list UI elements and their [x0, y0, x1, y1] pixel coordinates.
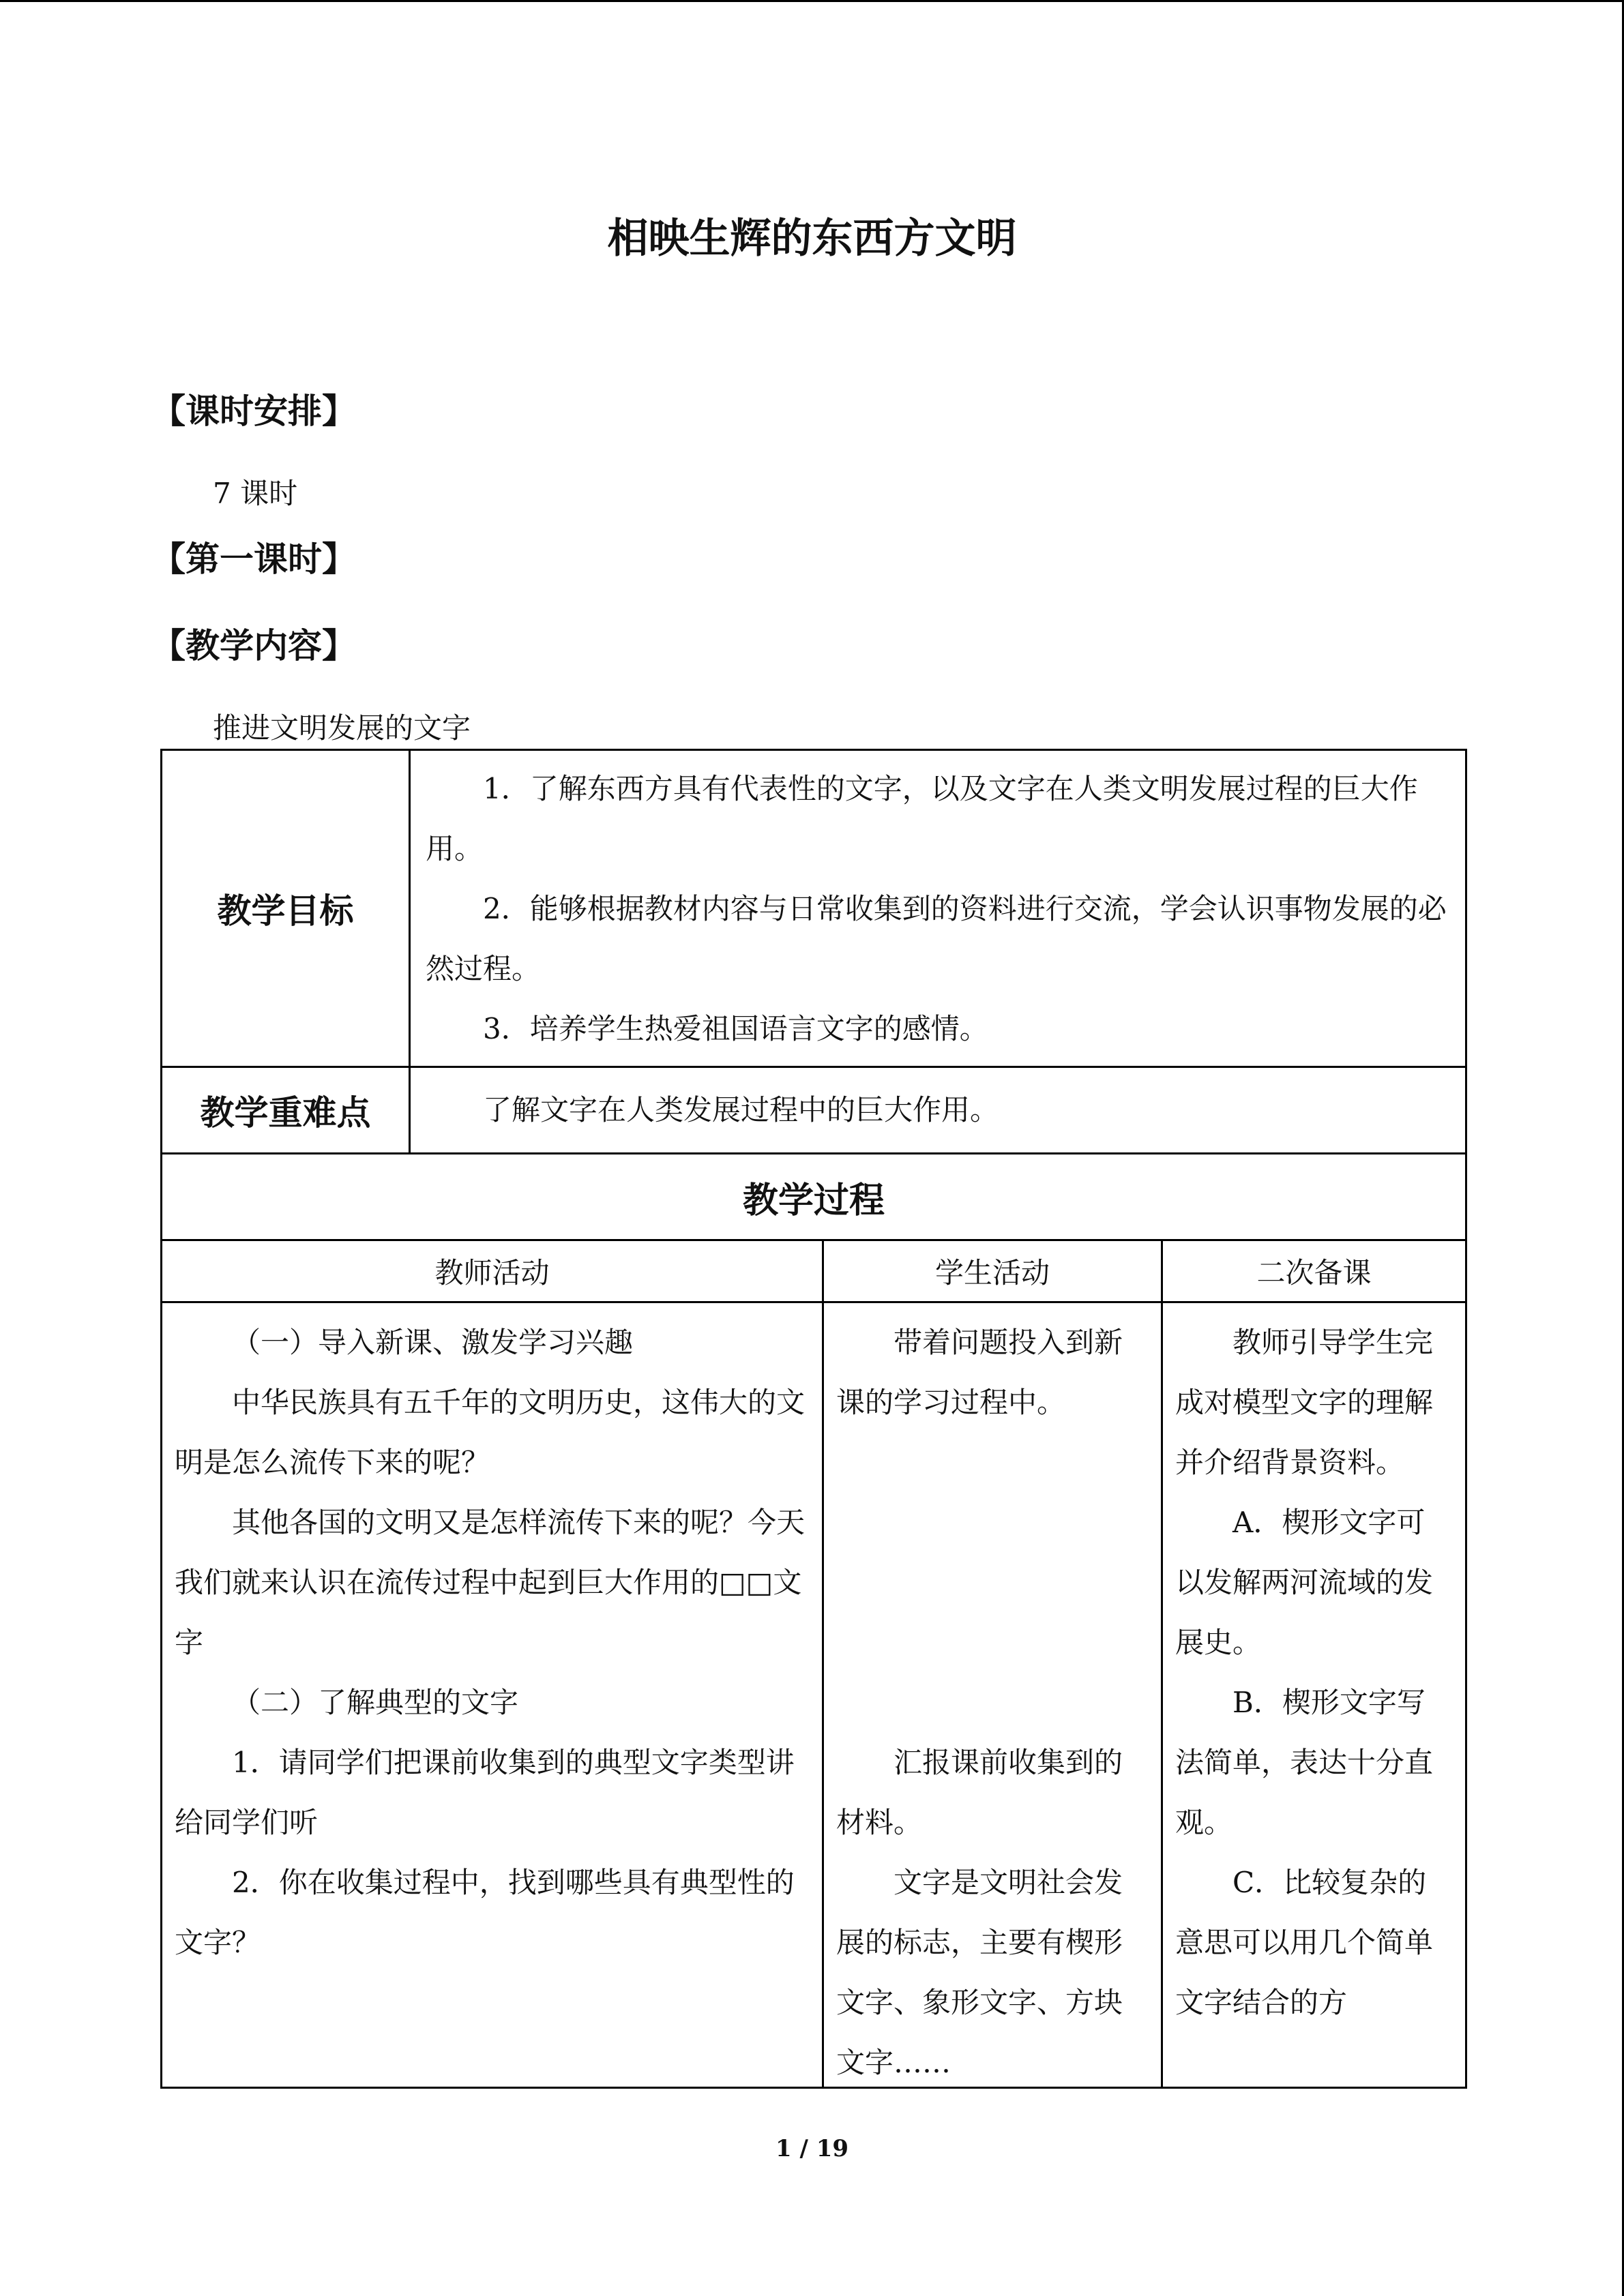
schedule-value: 7 课时 — [213, 477, 298, 510]
key-points-label: 教学重难点 — [162, 1067, 410, 1154]
goals-label: 教学目标 — [162, 750, 410, 1067]
schedule-heading: 【课时安排】 — [151, 391, 356, 431]
notes-paragraph: 教师引导学生完成对模型文字的理解并介绍背景资料。 — [1175, 1326, 1434, 1479]
notes-paragraph: B．楔形文字写法简单，表达十分直观。 — [1175, 1686, 1434, 1839]
key-points-cell — [410, 1067, 1466, 1154]
goal-item: 2．能够根据教材内容与日常收集到的资料进行交流，学会认识事物发展的必然过程。 — [426, 892, 1447, 985]
process-label: 教学过程 — [162, 1154, 1466, 1240]
key-points-row — [162, 1067, 1466, 1154]
column-header-row — [162, 1240, 1466, 1302]
teacher-activity-cell — [162, 1302, 823, 2088]
lesson-plan-table — [160, 749, 1467, 2089]
content-value: 推进文明发展的文字 — [213, 711, 471, 745]
teacher-paragraph: （二）了解典型的文字 — [232, 1686, 519, 1719]
goal-item: 1．了解东西方具有代表性的文字，以及文字在人类文明发展过程的巨大作用。 — [426, 772, 1418, 865]
teacher-paragraph: 中华民族具有五千年的文明历史，这伟大的文明是怎么流传下来的呢？ — [175, 1386, 806, 1479]
goals-cell — [410, 750, 1466, 1067]
teacher-paragraph: （一）导入新课、激发学习兴趣 — [232, 1326, 634, 1359]
notes-paragraph: C．比较复杂的意思可以用几个简单文字结合的方 — [1175, 1866, 1434, 2019]
teacher-column-header: 教师活动 — [162, 1240, 823, 1302]
student-column-header: 学生活动 — [823, 1240, 1162, 1302]
teacher-paragraph: 其他各国的文明又是怎样流传下来的呢？今天我们就来认识在流传过程中起到巨大作用的□□文字 — [175, 1506, 806, 1659]
teacher-paragraph: 1．请同学们把课前收集到的典型文字类型讲给同学们听 — [175, 1746, 795, 1839]
lesson-heading: 【第一课时】 — [151, 539, 356, 579]
content-heading: 【教学内容】 — [151, 626, 356, 666]
student-paragraph: 文字是文明社会发展的标志，主要有楔形文字、象形文字、方块文字…… — [836, 1866, 1123, 2079]
student-activity-cell — [823, 1302, 1162, 2088]
student-paragraph: 带着问题投入到新课的学习过程中。 — [836, 1326, 1123, 1419]
notes-column-header: 二次备课 — [1162, 1240, 1466, 1302]
page-frame-top — [0, 0, 1624, 2]
process-row — [162, 1154, 1466, 1240]
goal-item: 3．培养学生热爱祖国语言文字的感情。 — [483, 1012, 988, 1045]
teacher-paragraph: 2．你在收集过程中，找到哪些具有典型性的文字？ — [175, 1866, 795, 1959]
process-content-row — [162, 1302, 1466, 2088]
goals-row — [162, 750, 1466, 1067]
page-number: 1 / 19 — [775, 2135, 849, 2162]
notes-paragraph: A．楔形文字可以发解两河流域的发展史。 — [1175, 1506, 1434, 1659]
document-title: 相映生辉的东西方文明 — [607, 215, 1017, 263]
key-points-text: 了解文字在人类发展过程中的巨大作用。 — [483, 1093, 999, 1127]
notes-cell — [1162, 1302, 1466, 2088]
student-paragraph: 汇报课前收集到的材料。 — [836, 1746, 1123, 1839]
